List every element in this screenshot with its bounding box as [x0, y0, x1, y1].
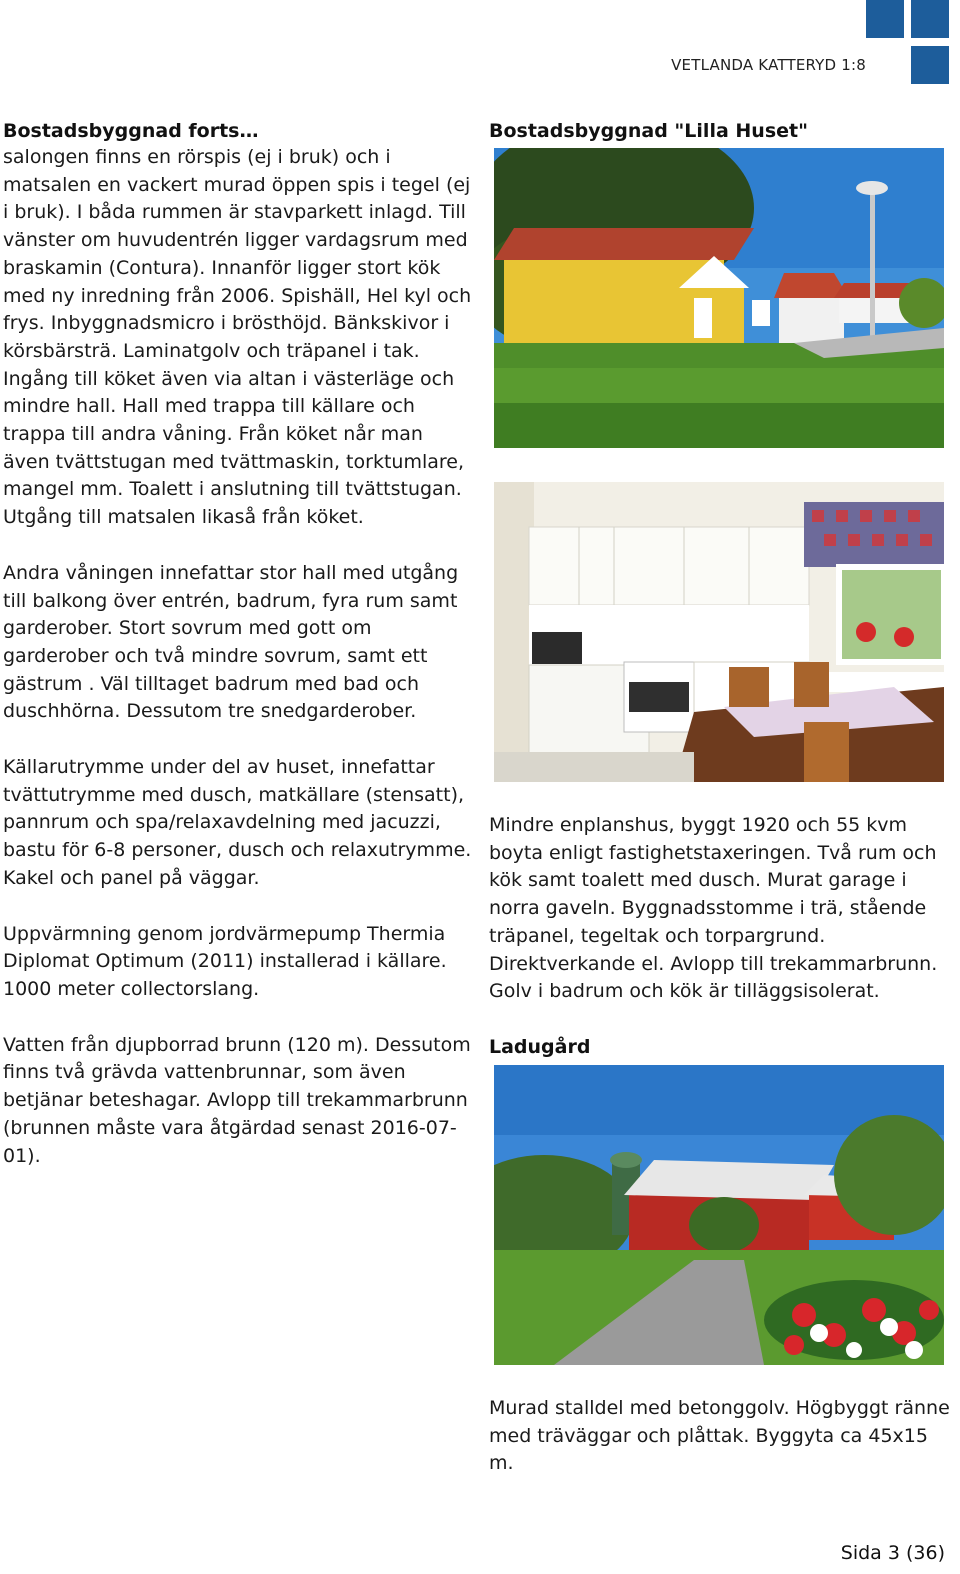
- house-description-block: [489, 812, 951, 1006]
- logo-square-top-left: [866, 0, 904, 38]
- paragraph-ladugard: Murad stalldel med betonggolv. Högbyggt ränne med träväggar och plåttak. Byggyta ca 45x15 m.: [489, 1397, 950, 1475]
- paragraph-heating: Uppvärmning genom jordvärmepump Thermia Diplomat Optimum (2011) installerad i källare. 1000 meter collectorslang.: [3, 922, 447, 1000]
- heading-ladugard: Ladugård: [489, 1036, 591, 1058]
- left-column: [3, 118, 473, 1170]
- right-column: [489, 118, 951, 144]
- photo-kitchen: [494, 482, 944, 782]
- paragraph-second-floor: Andra våningen innefattar stor hall med utgång till balkong över entrén, badrum, fyra rum samt garderober. Stort sovrum med gott om garderober och två mindre sovrum, samt ett gästrum . Väl tilltaget badrum med bad och duschhörna. Dessutom tre snedgarderober.: [3, 561, 459, 723]
- photo-ladugard: [494, 1065, 944, 1365]
- paragraph-lilla-huset: Mindre enplanshus, byggt 1920 och 55 kvm boyta enligt fastighetstaxeringen. Två rum och kök samt toalett med dusch. Murat garage i norra gaveln. Byggnadsstomme i trä, stående träpanel, tegeltak och torpargrund. Direktverkande el. Avlopp till trekammarbrunn. Golv i badrum och kök är tilläggsisolerat.: [489, 814, 938, 1003]
- page-number: Sida 3 (36): [840, 1542, 945, 1564]
- section-heading-continued: Bostadsbyggnad forts…: [3, 120, 259, 142]
- barn-heading-block: [489, 1034, 951, 1060]
- document-header-title: VETLANDA KATTERYD 1:8: [671, 56, 866, 74]
- paragraph-basement: Källarutrymme under del av huset, innefattar tvättutrymme med dusch, matkällare (stensatt), pannrum och spa/relaxavdelning med jacuzzi, bastu för 6-8 personer, dusch och relaxutrymme. Kakel och panel på väggar.: [3, 756, 472, 889]
- logo-square-bottom-right: [911, 46, 949, 84]
- barn-description-block: [489, 1395, 951, 1478]
- photo-lilla-huset: [494, 148, 944, 448]
- logo-square-top-right: [911, 0, 949, 38]
- heading-lilla-huset: Bostadsbyggnad "Lilla Huset": [489, 120, 808, 142]
- paragraph-water: Vatten från djupborrad brunn (120 m). Dessutom finns två grävda vattenbrunnar, som även betjänar beteshagar. Avlopp till trekammarbrunn (brunnen måste vara åtgärdad senast 2016-07-01).: [3, 1033, 471, 1167]
- paragraph-ground-floor: salongen finns en rörspis (ej i bruk) och i matsalen en vackert murad öppen spis i tegel (ej i bruk). I båda rummen är stavparkett inlagd. Till vänster om huvudentrén ligger vardagsrum med braskamin (Contura). Innanför ligger stort kök med ny inredning från 2006. Spishäll, Hel kyl och frys. Inbyggnadsmicro i brösthöjd. Bänkskivor i körsbärsträ. Laminatgolv och träpanel i tak. Ingång till köket även via altan i västerläge och mindre hall. Hall med trappa till källare och trappa till andra våning. Från köket når man även tvättstugan med tvättmaskin, torktumlare, mangel mm. Toalett i anslutning till tvättstugan. Utgång till matsalen likaså från köket.: [3, 146, 472, 529]
